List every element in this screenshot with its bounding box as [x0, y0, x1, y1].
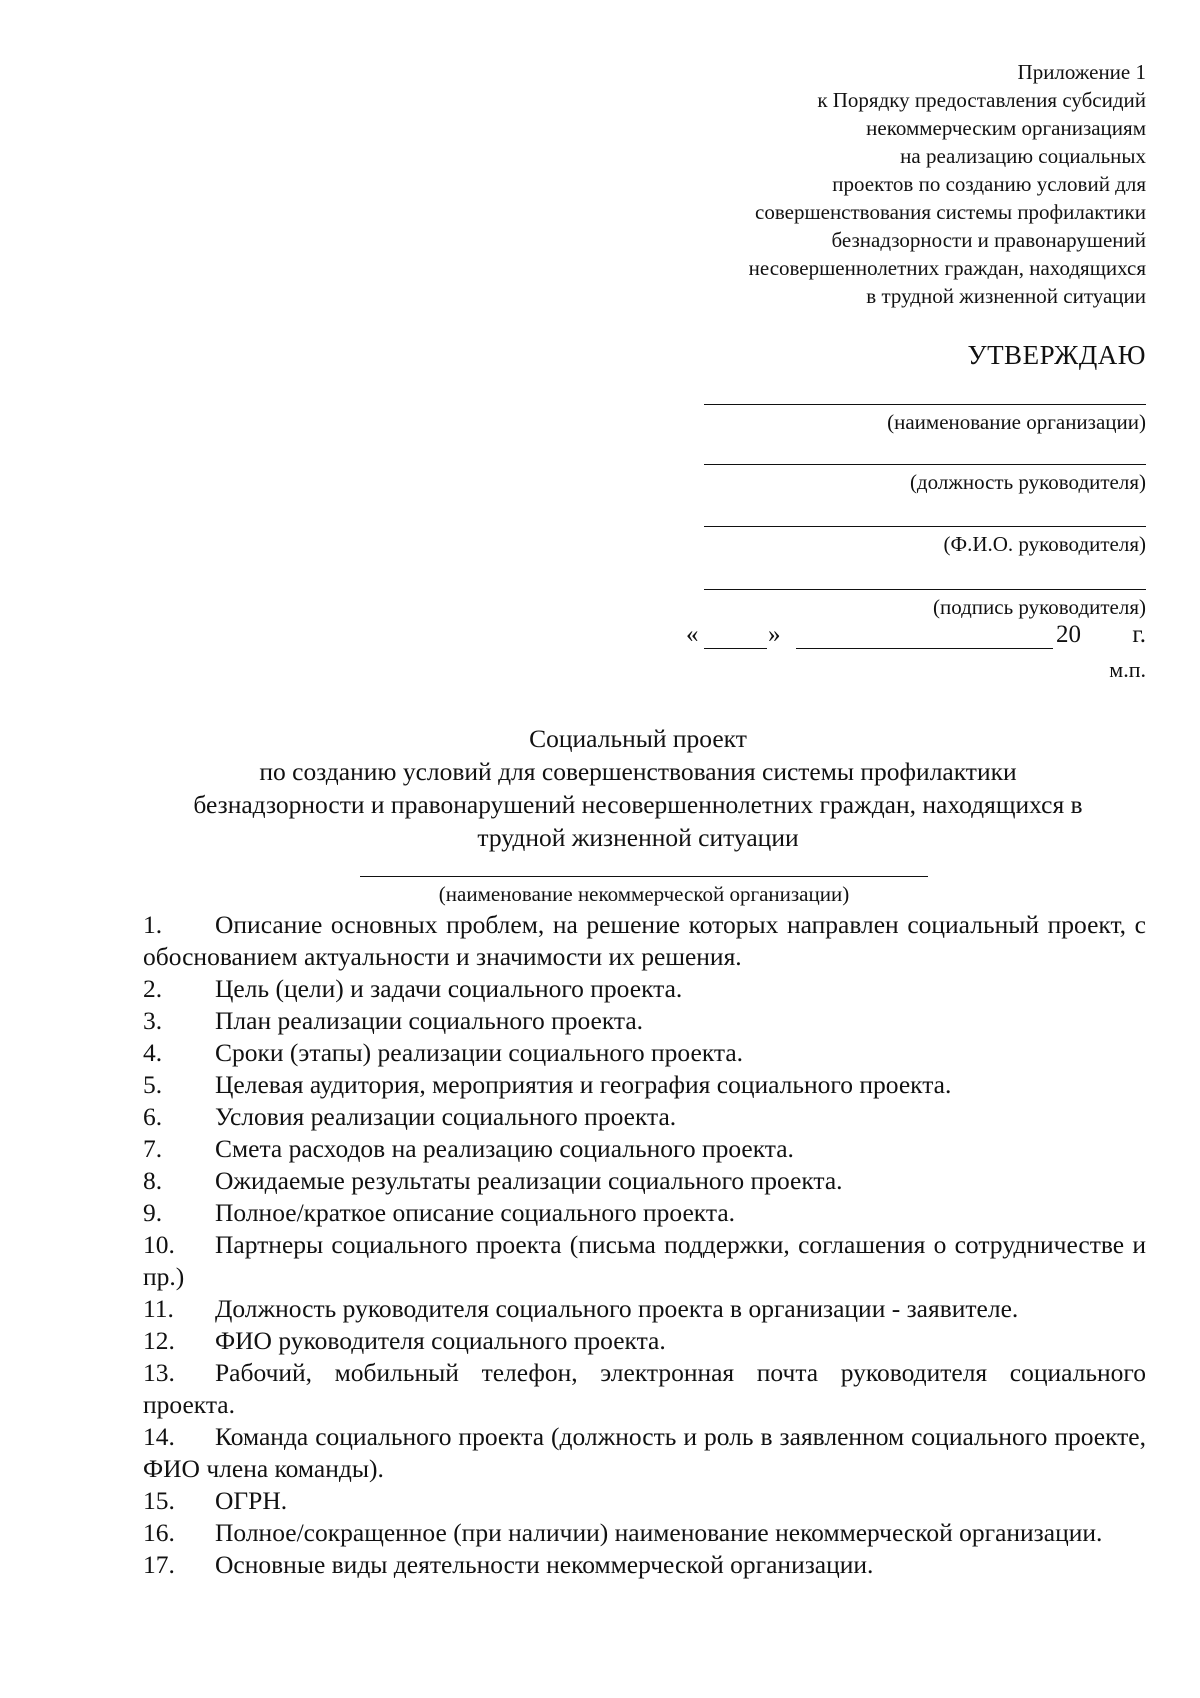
- appendix-line: безнадзорности и правонарушений: [831, 228, 1146, 252]
- list-item: [143, 973, 1146, 1005]
- title-line: Социальный проект: [529, 724, 747, 753]
- list-item: [143, 1133, 1146, 1165]
- item-text: Сроки (этапы) реализации социального проекта.: [215, 1038, 744, 1067]
- list-item: [143, 1485, 1146, 1517]
- appendix-line: к Порядку предоставления субсидий: [817, 88, 1146, 112]
- approval-date: [686, 621, 1146, 655]
- field-caption: (Ф.И.О. руководителя): [943, 532, 1146, 556]
- field-caption: (должность руководителя): [909, 470, 1146, 494]
- seal-mark: м.п.: [1109, 657, 1146, 682]
- document-title: [130, 722, 1146, 854]
- appendix-line: проектов по созданию условий для: [832, 172, 1146, 196]
- item-number: 11.: [143, 1294, 174, 1323]
- list-item: [143, 1357, 1146, 1421]
- appendix-line: в трудной жизненной ситуации: [866, 284, 1146, 308]
- item-text: Цель (цели) и задачи социального проекта.: [215, 974, 683, 1003]
- signature-blank-line: [704, 526, 1146, 527]
- list-item: [143, 1197, 1146, 1229]
- organization-name-field: [704, 404, 1146, 435]
- appendix-header: [626, 58, 1146, 310]
- title-line: безнадзорности и правонарушений несовершеннолетних граждан, находящихся в: [193, 790, 1083, 819]
- field-caption: (наименование организации): [887, 410, 1146, 434]
- item-text: Рабочий, мобильный телефон, электронная почта руководителя социального проекта.: [143, 1358, 1146, 1419]
- item-number: 7.: [143, 1134, 163, 1163]
- list-item: [143, 1165, 1146, 1197]
- item-number: 2.: [143, 974, 163, 1003]
- item-number: 8.: [143, 1166, 163, 1195]
- signature-blank-line: [704, 464, 1146, 465]
- signature-blank-line: [704, 404, 1146, 405]
- list-item: [143, 909, 1146, 973]
- item-text: Ожидаемые результаты реализации социального проекта.: [215, 1166, 843, 1195]
- list-item: [143, 1101, 1146, 1133]
- item-number: 1.: [143, 910, 163, 939]
- list-item: [143, 1229, 1146, 1293]
- appendix-line: совершенствования системы профилактики: [755, 200, 1146, 224]
- appendix-line: Приложение 1: [1017, 60, 1146, 84]
- item-text: План реализации социального проекта.: [215, 1006, 644, 1035]
- manager-signature-field: [704, 589, 1146, 620]
- signature-blank-line: [704, 589, 1146, 590]
- item-number: 12.: [143, 1326, 175, 1355]
- appendix-line: некоммерческим организациям: [866, 116, 1146, 140]
- appendix-line: несовершеннолетних граждан, находящихся: [748, 256, 1146, 280]
- title-line: по созданию условий для совершенствования системы профилактики: [259, 757, 1017, 786]
- list-item: [143, 1421, 1146, 1485]
- date-open-quote: «: [686, 621, 699, 648]
- list-item: [143, 1005, 1146, 1037]
- list-item: [143, 1549, 1146, 1581]
- item-number: 9.: [143, 1198, 163, 1227]
- title-line: трудной жизненной ситуации: [477, 823, 799, 852]
- field-caption: (подпись руководителя): [932, 595, 1146, 619]
- ngo-name-blank-line: [360, 876, 928, 877]
- item-text: Полное/краткое описание социального проекта.: [215, 1198, 736, 1227]
- day-blank: [704, 648, 767, 649]
- appendix-line: на реализацию социальных: [900, 144, 1146, 168]
- item-text: Основные виды деятельности некоммерческой организации.: [215, 1550, 874, 1579]
- item-text: Описание основных проблем, на решение которых направлен социальный проект, с обоснованием актуальности и значимости их решения.: [143, 910, 1146, 971]
- requirements-list: [143, 909, 1146, 1581]
- manager-name-field: [704, 526, 1146, 557]
- item-text: ФИО руководителя социального проекта.: [215, 1326, 666, 1355]
- item-text: Полное/сокращенное (при наличии) наименование некоммерческой организации.: [215, 1518, 1103, 1547]
- ngo-name-caption: (наименование некоммерческой организации): [438, 882, 850, 906]
- manager-position-field: [704, 464, 1146, 495]
- list-item: [143, 1293, 1146, 1325]
- item-number: 14.: [143, 1422, 175, 1451]
- item-number: 10.: [143, 1230, 175, 1259]
- item-text: Партнеры социального проекта (письма поддержки, соглашения о сотрудничестве и пр.): [143, 1230, 1146, 1291]
- date-close-quote: »: [768, 621, 781, 648]
- item-text: Условия реализации социального проекта.: [215, 1102, 677, 1131]
- item-text: Команда социального проекта (должность и роль в заявленном социального проекте, ФИО члена команды).: [143, 1422, 1146, 1483]
- item-number: 13.: [143, 1358, 175, 1387]
- year-suffix: г.: [1132, 621, 1146, 648]
- item-number: 17.: [143, 1550, 175, 1579]
- item-text: Смета расходов на реализацию социального проекта.: [215, 1134, 794, 1163]
- list-item: [143, 1325, 1146, 1357]
- item-number: 5.: [143, 1070, 163, 1099]
- list-item: [143, 1517, 1146, 1549]
- item-number: 16.: [143, 1518, 175, 1547]
- item-number: 6.: [143, 1102, 163, 1131]
- year-prefix: 20: [1056, 621, 1081, 648]
- approval-heading: УТВЕРЖДАЮ: [967, 340, 1146, 370]
- list-item: [143, 1069, 1146, 1101]
- month-blank: [796, 648, 1053, 649]
- item-number: 15.: [143, 1486, 175, 1515]
- item-number: 3.: [143, 1006, 163, 1035]
- item-text: Целевая аудитория, мероприятия и география социального проекта.: [215, 1070, 952, 1099]
- item-number: 4.: [143, 1038, 163, 1067]
- item-text: ОГРН.: [215, 1486, 288, 1515]
- list-item: [143, 1037, 1146, 1069]
- item-text: Должность руководителя социального проекта в организации - заявителе.: [215, 1294, 1019, 1323]
